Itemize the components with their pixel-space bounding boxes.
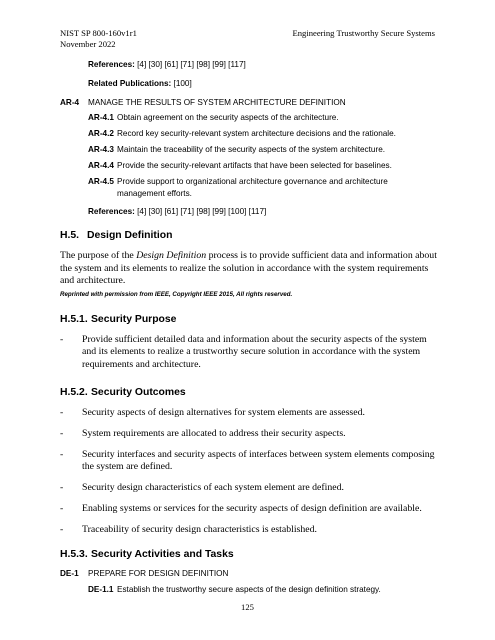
task-code: AR-4.4 <box>88 161 114 170</box>
task-ar-4-1 <box>88 112 428 124</box>
activity-id: AR-4 <box>60 98 80 107</box>
bullet-dash: - <box>60 428 64 439</box>
section-title: Security Outcomes <box>91 387 186 398</box>
section-number: H.5. <box>60 230 80 241</box>
section-title: Security Activities and Tasks <box>91 549 234 560</box>
section-heading-h5-1 <box>60 314 176 325</box>
outcome-bullet <box>60 407 440 419</box>
bullet-dash: - <box>60 524 64 535</box>
references-text: [4] [30] [61] [71] [98] [99] [117] <box>134 60 246 69</box>
doc-date: November 2022 <box>60 39 116 49</box>
references-text: [4] [30] [61] [71] [98] [99] [100] [117] <box>134 207 267 216</box>
bullet-text: Provide sufficient detailed data and information about the security aspects of the system and its elements to realize a trustworthy secure solution in accordance with the system requirements and architecture. <box>82 334 427 370</box>
task-code: AR-4.2 <box>88 129 114 138</box>
section-title: Security Purpose <box>91 314 177 325</box>
task-code: AR-4.1 <box>88 113 114 122</box>
related-publications-line <box>88 79 192 88</box>
bullet-text: Security interfaces and security aspects of interfaces between system elements composing the system are defined. <box>82 449 435 473</box>
outcome-bullet <box>60 482 440 494</box>
references-line <box>88 207 266 216</box>
doc-id: NIST SP 800-160v1r1 <box>60 28 137 38</box>
header-left <box>60 28 137 50</box>
purpose-paragraph <box>60 250 438 288</box>
bullet-dash: - <box>60 407 64 418</box>
related-publications-text: [100] <box>171 79 192 88</box>
page-number: 125 <box>241 602 254 612</box>
task-ar-4-3 <box>88 144 428 156</box>
task-code: AR-4.5 <box>88 177 114 186</box>
bullet-text: Enabling systems or services for the security aspects of design definition are available. <box>82 503 422 514</box>
bullet-text: Security aspects of design alternatives for system elements are assessed. <box>82 407 365 418</box>
activity-title: MANAGE THE RESULTS OF SYSTEM ARCHITECTURE DEFINITION <box>88 98 346 107</box>
task-text: Provide the security-relevant artifacts that have been selected for baselines. <box>117 161 392 170</box>
task-ar-4-5 <box>88 176 428 199</box>
purpose-process-name: Design Definition <box>136 250 207 261</box>
outcome-bullet <box>60 449 440 474</box>
bullet-dash: - <box>60 503 64 514</box>
task-de-1-1 <box>88 584 448 596</box>
purpose-bullet <box>60 334 440 371</box>
related-publications-label: Related Publications: <box>88 79 172 88</box>
task-ar-4-4 <box>88 160 428 172</box>
copyright-notice: Reprinted with permission from IEEE, Copyright IEEE 2015, All rights reserved. <box>60 291 293 298</box>
section-title: Design Definition <box>87 230 173 241</box>
section-heading-h5 <box>60 230 172 241</box>
task-ar-4-2 <box>88 128 428 140</box>
task-text: Obtain agreement on the security aspects of the architecture. <box>117 113 339 122</box>
references-line <box>88 60 246 69</box>
task-code: AR-4.3 <box>88 145 114 154</box>
section-number: H.5.1. <box>60 314 88 325</box>
outcome-bullet <box>60 428 440 440</box>
task-code: DE-1.1 <box>88 585 114 594</box>
references-label: References: <box>88 60 135 69</box>
task-text: Establish the trustworthy secure aspects of the design definition strategy. <box>117 585 381 594</box>
bullet-dash: - <box>60 449 64 460</box>
references-label: References: <box>88 207 135 216</box>
section-heading-h5-3 <box>60 549 234 560</box>
activity-id: DE-1 <box>60 569 79 578</box>
purpose-suffix: process is to provide sufficient data and information about the system and its elements to realize the solution in accordance with the system requirements and architecture. <box>60 250 437 287</box>
task-text: Provide support to organizational architecture governance and architecture management efforts. <box>117 177 388 198</box>
section-number: H.5.2. <box>60 387 88 398</box>
bullet-text: Security design characteristics of each system element are defined. <box>82 482 344 493</box>
section-number: H.5.3. <box>60 549 88 560</box>
task-text: Maintain the traceability of the security aspects of the system architecture. <box>117 145 386 154</box>
bullet-text: Traceability of security design characteristics is established. <box>82 524 317 535</box>
activity-title: PREPARE FOR DESIGN DEFINITION <box>88 569 229 578</box>
bullet-dash: - <box>60 482 64 493</box>
task-text: Record key security-relevant system architecture decisions and the rationale. <box>117 129 396 138</box>
bullet-dash: - <box>60 334 64 345</box>
purpose-prefix: The purpose of the <box>60 250 137 261</box>
outcome-bullet <box>60 503 440 515</box>
header-title: Engineering Trustworthy Secure Systems <box>292 28 435 38</box>
bullet-text: System requirements are allocated to address their security aspects. <box>82 428 346 439</box>
outcome-bullet <box>60 524 440 536</box>
section-heading-h5-2 <box>60 387 186 398</box>
